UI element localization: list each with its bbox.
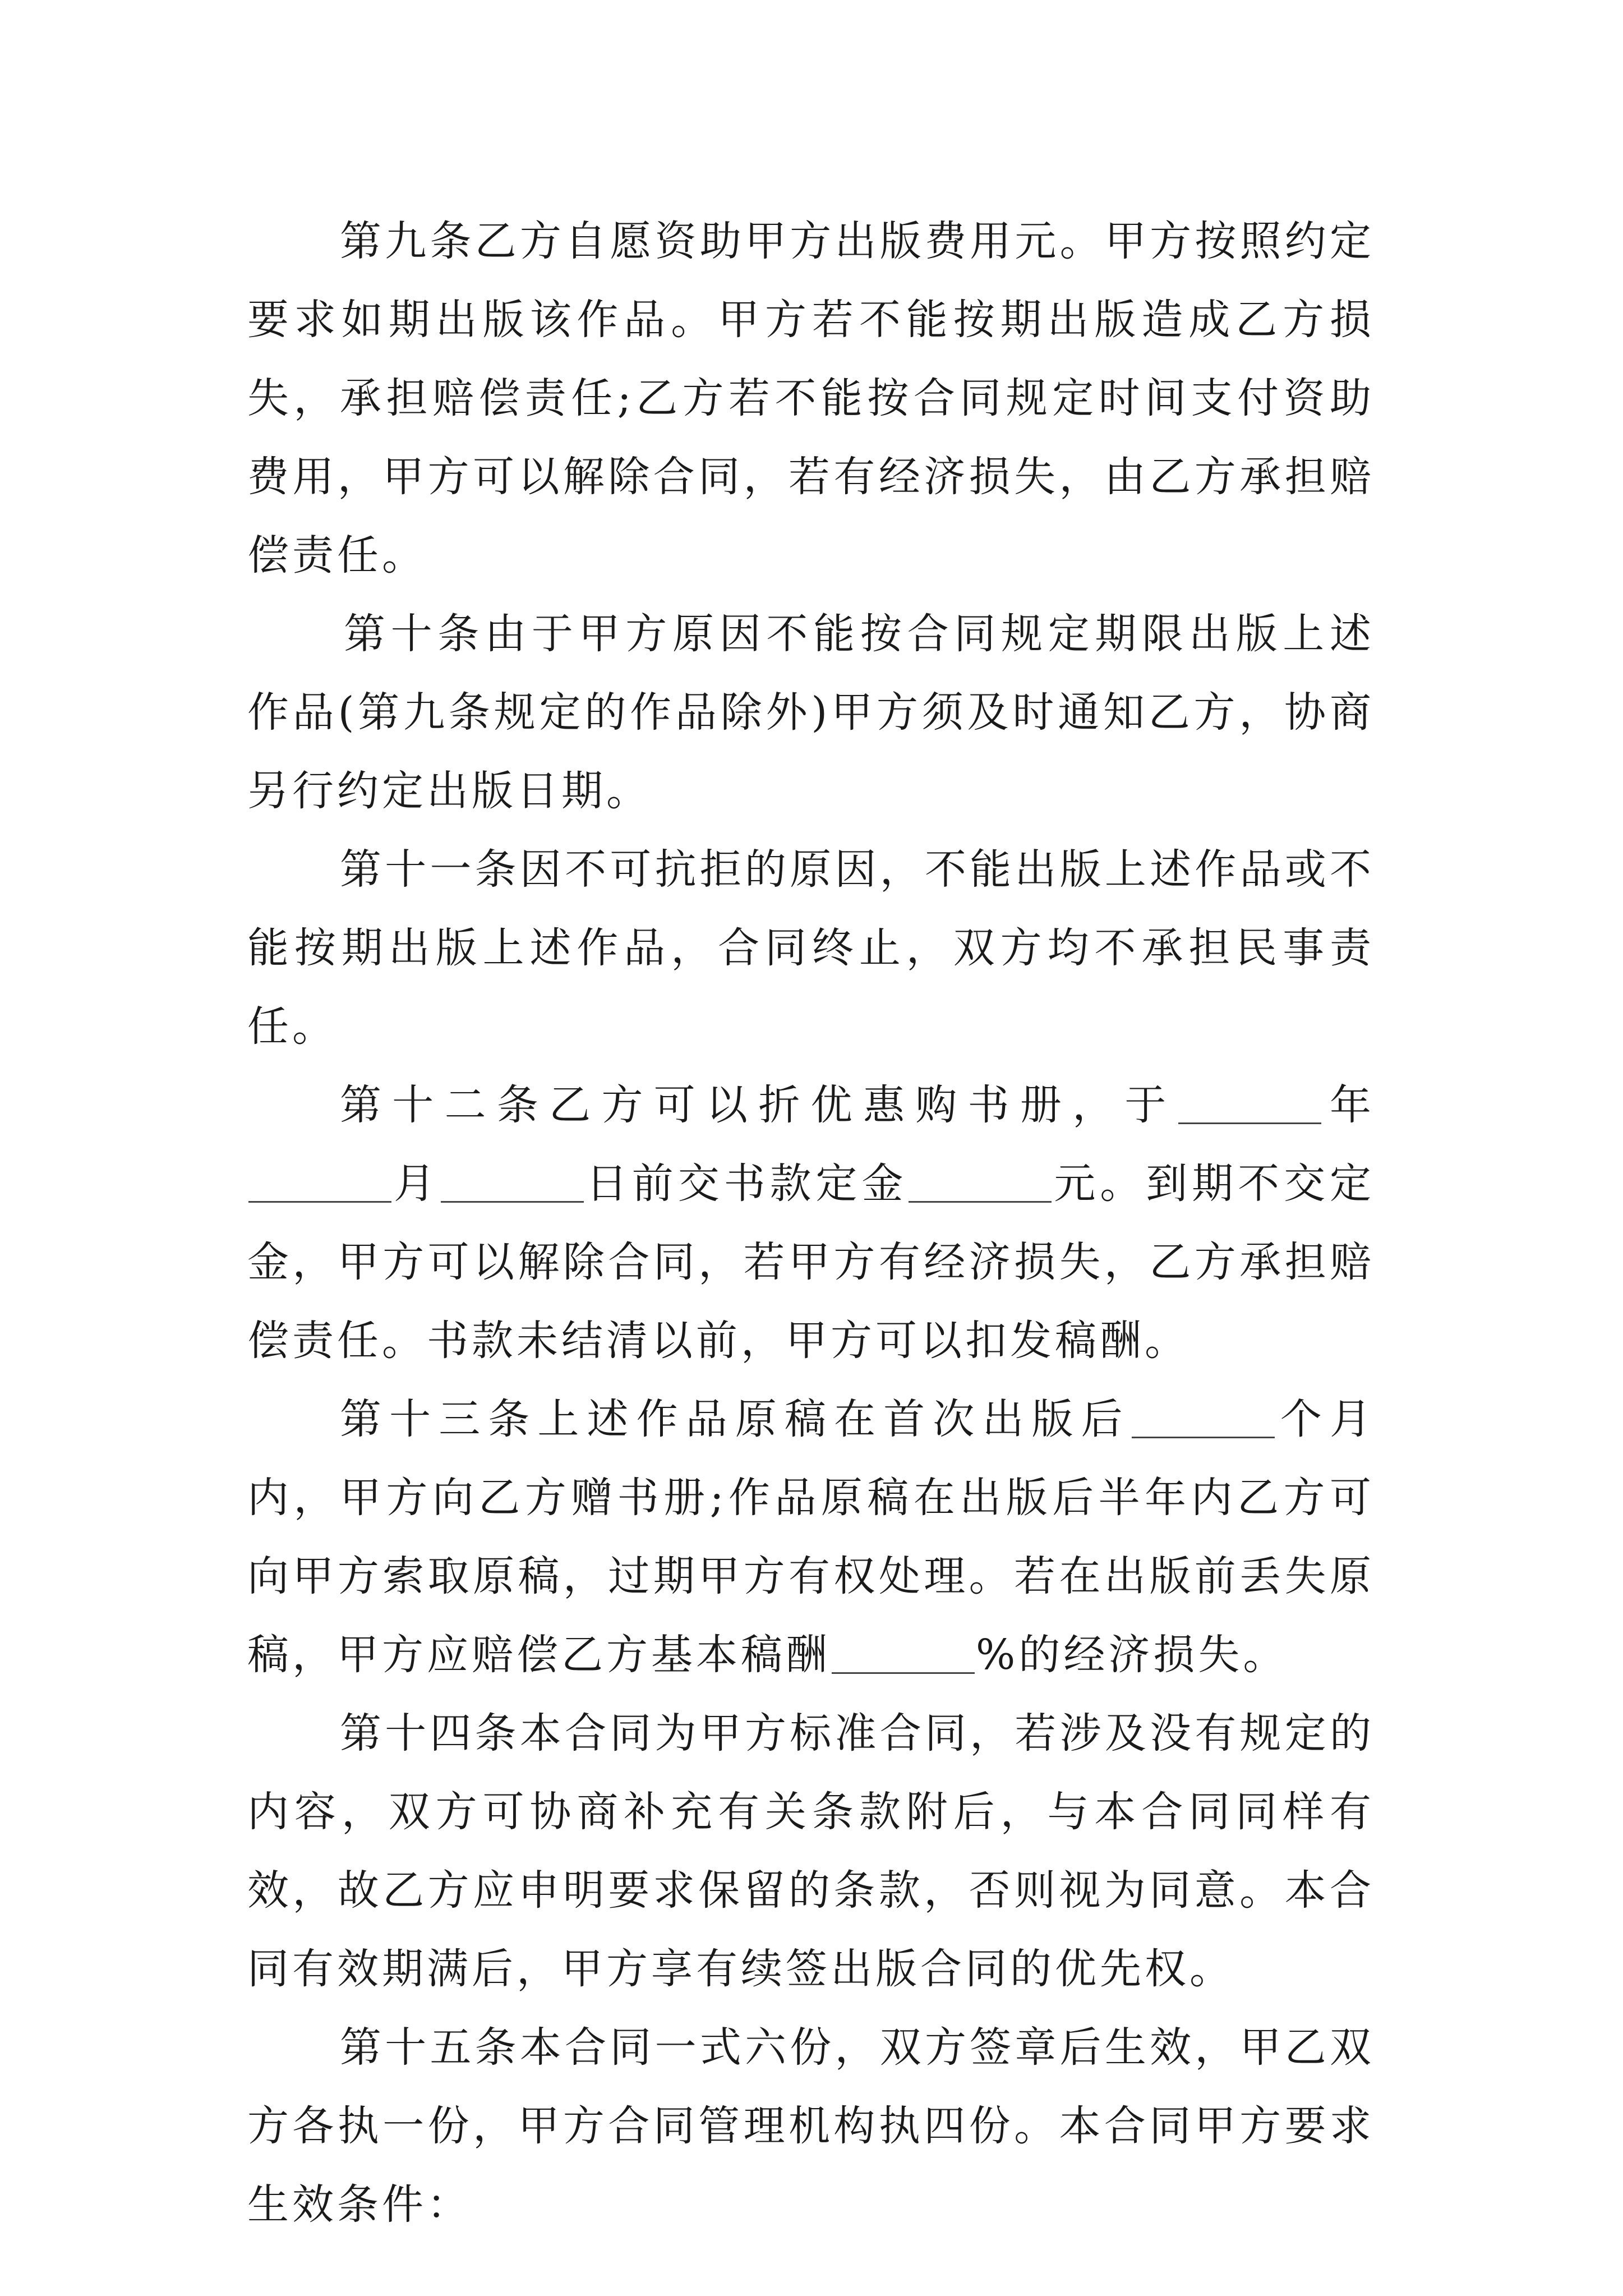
article-12-text-4: 日前交书款定金 [584, 1159, 908, 1208]
article-12-text-1: 第十二条乙方可以折优惠购书册，于 [340, 1081, 1177, 1129]
months-blank [1132, 1395, 1275, 1438]
article-10-text: 第十条由于甲方原因不能按合同规定期限出版上述作品(第九条规定的作品除外)甲方须及时通知乙方，协商另行约定出版日期。 [247, 610, 1375, 815]
contract-body [247, 202, 1375, 2244]
article-13-text-2: 个月内，甲方向乙方赠书册;作品原稿在出版后半年内乙方可向甲方索取原稿，过期甲方有权处理。若在出版前丢失原稿，甲方应赔偿乙方基本稿酬 [247, 1395, 1375, 1679]
article-11-text: 第十一条因不可抗拒的原因，不能出版上述作品或不能按期出版上述作品，合同终止，双方均不承担民事责任。 [247, 845, 1375, 1051]
article-12-text-2: 年 [1322, 1081, 1375, 1129]
article-14-paragraph [247, 1694, 1375, 2008]
article-14-text: 第十四条本合同为甲方标准合同，若涉及没有规定的内容，双方可协商补充有关条款附后，与本合同同样有效，故乙方应申明要求保留的条款，否则视为同意。本合同有效期满后，甲方享有续签出版合同的优先权。 [247, 1709, 1375, 1993]
article-12-paragraph [247, 1066, 1375, 1380]
article-12-text-5: 元。到期不交定金，甲方可以解除合同，若甲方有经济损失，乙方承担赔偿责任。书款未结清以前，甲方可以扣发稿酬。 [247, 1159, 1375, 1365]
article-9-text: 第九条乙方自愿资助甲方出版费用元。甲方按照约定要求如期出版该作品。甲方若不能按期出版造成乙方损失，承担赔偿责任;乙方若不能按合同规定时间支付资助费用，甲方可以解除合同，若有经济损失，由乙方承担赔偿责任。 [247, 217, 1375, 579]
article-12-text-3: 月 [393, 1159, 440, 1208]
percentage-blank [832, 1631, 975, 1674]
article-10-paragraph [247, 595, 1375, 830]
article-11-paragraph [247, 830, 1375, 1066]
deposit-amount-blank [909, 1159, 1052, 1203]
month-blank [248, 1159, 391, 1203]
article-13-text-3: %的经济损失。 [976, 1631, 1288, 1679]
article-13-paragraph [247, 1380, 1375, 1694]
year-blank [1178, 1081, 1321, 1124]
day-blank [441, 1159, 584, 1203]
article-15-text: 第十五条本合同一式六份，双方签章后生效，甲乙双方各执一份，甲方合同管理机构执四份。本合同甲方要求生效条件： [247, 2023, 1375, 2229]
article-13-text-1: 第十三条上述作品原稿在首次出版后 [340, 1395, 1131, 1443]
article-9-paragraph [247, 202, 1375, 595]
article-15-paragraph [247, 2008, 1375, 2244]
